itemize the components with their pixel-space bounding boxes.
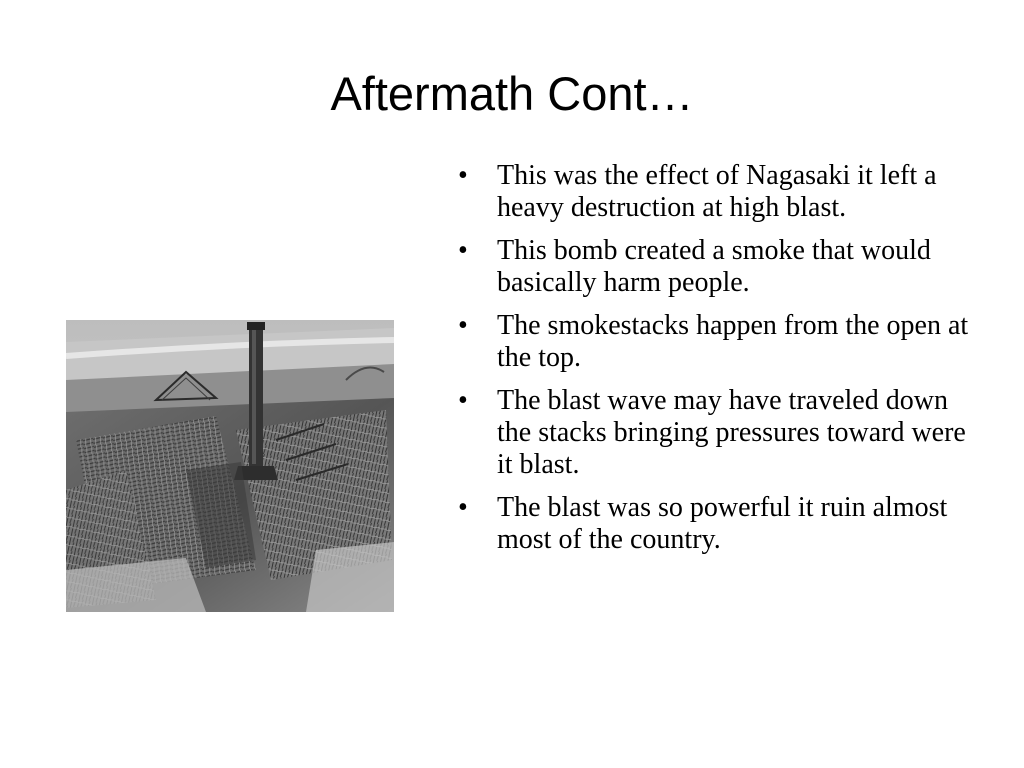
slide-title: Aftermath Cont… (330, 67, 694, 120)
bullet-list (458, 160, 988, 567)
bullet-item (458, 310, 988, 374)
bullet-item (458, 385, 988, 481)
bullet-marker: • (458, 385, 468, 416)
bullet-item (458, 235, 988, 299)
bullet-marker: • (458, 492, 468, 523)
bullet-text: This was the effect of Nagasaki it left a heavy destruction at high blast. (497, 160, 937, 223)
bullet-marker: • (458, 160, 468, 191)
bullet-item (458, 492, 988, 556)
destroyed-factory-photo (66, 320, 394, 612)
bullet-text: The smokestacks happen from the open at the top. (497, 310, 969, 373)
bullet-text: The blast wave may have traveled down the stacks bringing pressures toward were it blast. (497, 385, 966, 480)
bullet-marker: • (458, 310, 468, 341)
bullet-item (458, 160, 988, 224)
bullet-text: This bomb created a smoke that would basically harm people. (497, 235, 931, 298)
bullet-marker: • (458, 235, 468, 266)
bullet-text: The blast was so powerful it ruin almost most of the country. (497, 492, 948, 555)
